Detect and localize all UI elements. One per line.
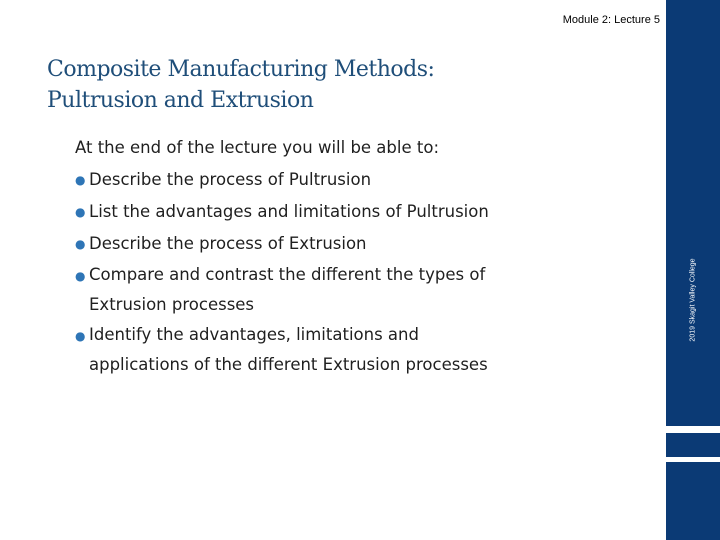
objective-text: Identify the advantages, limitations and	[89, 325, 419, 344]
objective-item	[75, 228, 635, 260]
objectives-intro: At the end of the lecture you will be able to:	[75, 138, 439, 157]
objective-item	[75, 196, 635, 228]
objective-item	[75, 320, 635, 380]
objective-text: Compare and contrast the different the types of	[89, 265, 486, 284]
bullet-dot-icon: ●	[75, 205, 86, 219]
objective-text-continued: Extrusion processes	[89, 295, 255, 314]
sidebar-accent-bar	[666, 433, 720, 457]
objectives-list	[75, 132, 635, 380]
slide-title-line-1: Composite Manufacturing Methods:	[47, 57, 435, 82]
module-lecture-label: Module 2: Lecture 5	[562, 14, 660, 26]
bullet-dot-icon: ●	[75, 269, 86, 283]
objective-text: List the advantages and limitations of Pultrusion	[89, 202, 489, 221]
bullet-dot-icon: ●	[75, 173, 86, 187]
slide-title-line-2: Pultrusion and Extrusion	[47, 88, 314, 113]
objective-text: Describe the process of Extrusion	[89, 234, 367, 253]
objective-item	[75, 260, 635, 320]
slide-title	[47, 54, 647, 116]
bullet-dot-icon: ●	[75, 237, 86, 251]
bullet-dot-icon: ●	[75, 329, 86, 343]
copyright-text: 2019 Skagit Valley College	[689, 258, 697, 342]
objective-text-continued: applications of the different Extrusion processes	[89, 355, 488, 374]
objective-item	[75, 164, 635, 196]
objective-text: Describe the process of Pultrusion	[89, 170, 372, 189]
